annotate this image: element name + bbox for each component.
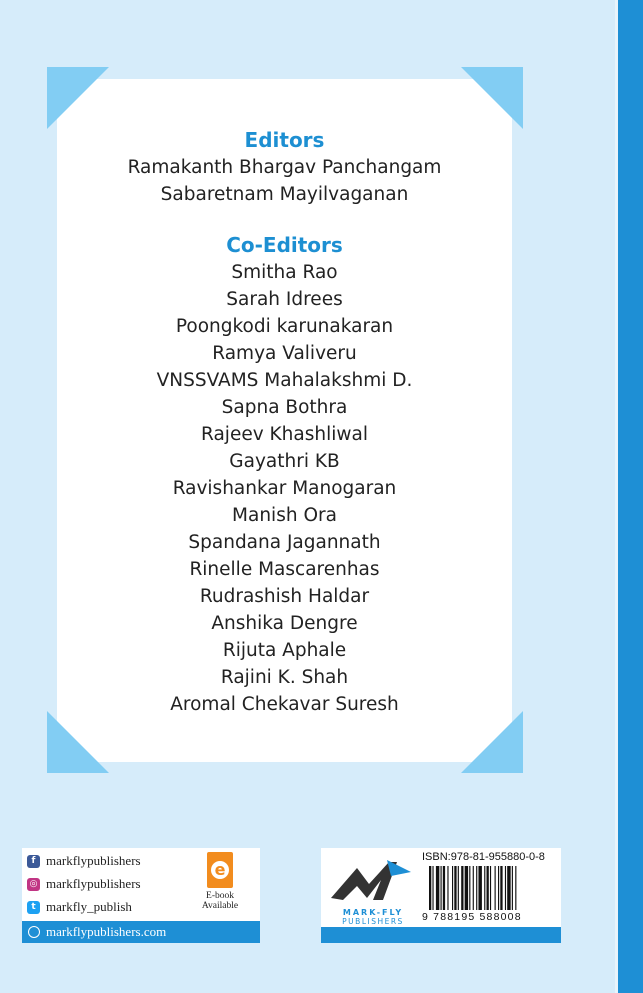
coeditor-name: Rinelle Mascarenhas xyxy=(189,559,380,580)
corner-top-right xyxy=(461,67,523,129)
coeditor-name: Poongkodi karunakaran xyxy=(175,316,394,337)
twitter-handle: markfly_publish xyxy=(46,899,132,914)
barcode-bar xyxy=(436,866,439,910)
instagram-link[interactable] xyxy=(27,874,141,894)
isbn-strip xyxy=(321,927,561,943)
editors-heading: Editors xyxy=(244,128,325,152)
barcode-bar xyxy=(441,866,442,910)
coeditor-name: Rijuta Aphale xyxy=(222,640,347,661)
coeditors-section xyxy=(57,232,512,718)
logo-name: MARK-FLY xyxy=(342,908,404,917)
logo-subtitle: PUBLISHERS xyxy=(342,917,404,926)
ebook-badge xyxy=(200,852,240,911)
ebook-icon: e xyxy=(207,852,233,888)
barcode-bar xyxy=(498,866,499,910)
twitter-icon: t xyxy=(27,901,40,914)
barcode-bar xyxy=(429,866,431,910)
barcode xyxy=(429,866,555,910)
barcode-bar xyxy=(432,866,433,910)
isbn-number: ISBN:978-81-955880-0-8 xyxy=(422,851,545,863)
coeditor-name: Smitha Rao xyxy=(231,262,338,283)
facebook-icon: f xyxy=(27,855,40,868)
barcode-bar xyxy=(458,866,459,910)
barcode-bar xyxy=(500,866,502,910)
coeditor-name: Ramya Valiveru xyxy=(212,343,357,364)
barcode-bar xyxy=(452,866,453,910)
barcode-bar xyxy=(487,866,489,910)
facebook-link[interactable] xyxy=(27,851,141,871)
twitter-link[interactable] xyxy=(27,897,132,917)
barcode-bar xyxy=(484,866,485,910)
ebook-line1: E-book xyxy=(206,891,234,901)
barcode-bar xyxy=(476,866,477,910)
barcode-bar xyxy=(443,866,445,910)
coeditor-name: Rudrashish Haldar xyxy=(199,586,370,607)
coeditor-name: Aromal Chekavar Suresh xyxy=(170,694,399,715)
instagram-icon: ◎ xyxy=(27,878,40,891)
barcode-bar xyxy=(478,866,481,910)
ebook-line2: Available xyxy=(201,901,239,911)
corner-bottom-right xyxy=(461,711,523,773)
spine-bar xyxy=(615,0,643,993)
globe-icon xyxy=(28,926,40,938)
facebook-handle: markflypublishers xyxy=(46,853,141,868)
barcode-bar xyxy=(507,866,510,910)
barcode-bar xyxy=(495,866,496,910)
corner-top-left xyxy=(47,67,109,129)
coeditor-name: Rajini K. Shah xyxy=(220,667,349,688)
coeditor-name: Gayathri KB xyxy=(229,451,340,472)
coeditors-heading: Co-Editors xyxy=(226,233,343,257)
barcode-bar xyxy=(512,866,513,910)
isbn-box xyxy=(321,848,561,943)
coeditor-name: Spandana Jagannath xyxy=(188,532,381,553)
corner-bottom-left xyxy=(47,711,109,773)
barcode-bar xyxy=(473,866,474,910)
coeditor-name: VNSSVAMS Mahalakshmi D. xyxy=(156,370,413,391)
barcode-bar xyxy=(469,866,470,910)
coeditor-name: Sapna Bothra xyxy=(221,397,348,418)
barcode-bar xyxy=(461,866,463,910)
coeditor-name: Anshika Dengre xyxy=(211,613,358,634)
coeditor-name: Manish Ora xyxy=(232,505,337,526)
coeditor-name: Rajeev Khashliwal xyxy=(201,424,368,445)
barcode-digits: 9 788195 588008 xyxy=(422,911,522,923)
instagram-handle: markflypublishers xyxy=(46,876,141,891)
barcode-bar xyxy=(465,866,468,910)
coeditor-name: Sarah Idrees xyxy=(226,289,343,310)
editor-name: Sabaretnam Mayilvaganan xyxy=(160,184,409,205)
barcode-bar xyxy=(505,866,506,910)
website-url: markflypublishers.com xyxy=(46,924,167,939)
editors-section xyxy=(57,127,512,208)
coeditor-name: Ravishankar Manogaran xyxy=(172,478,397,499)
barcode-bar xyxy=(490,866,491,910)
editor-name: Ramakanth Bhargav Panchangam xyxy=(127,157,442,178)
barcode-bar xyxy=(454,866,456,910)
barcode-bar xyxy=(447,866,448,910)
barcode-bar xyxy=(515,866,516,910)
social-links-box xyxy=(22,848,260,943)
website-link[interactable] xyxy=(22,921,260,943)
